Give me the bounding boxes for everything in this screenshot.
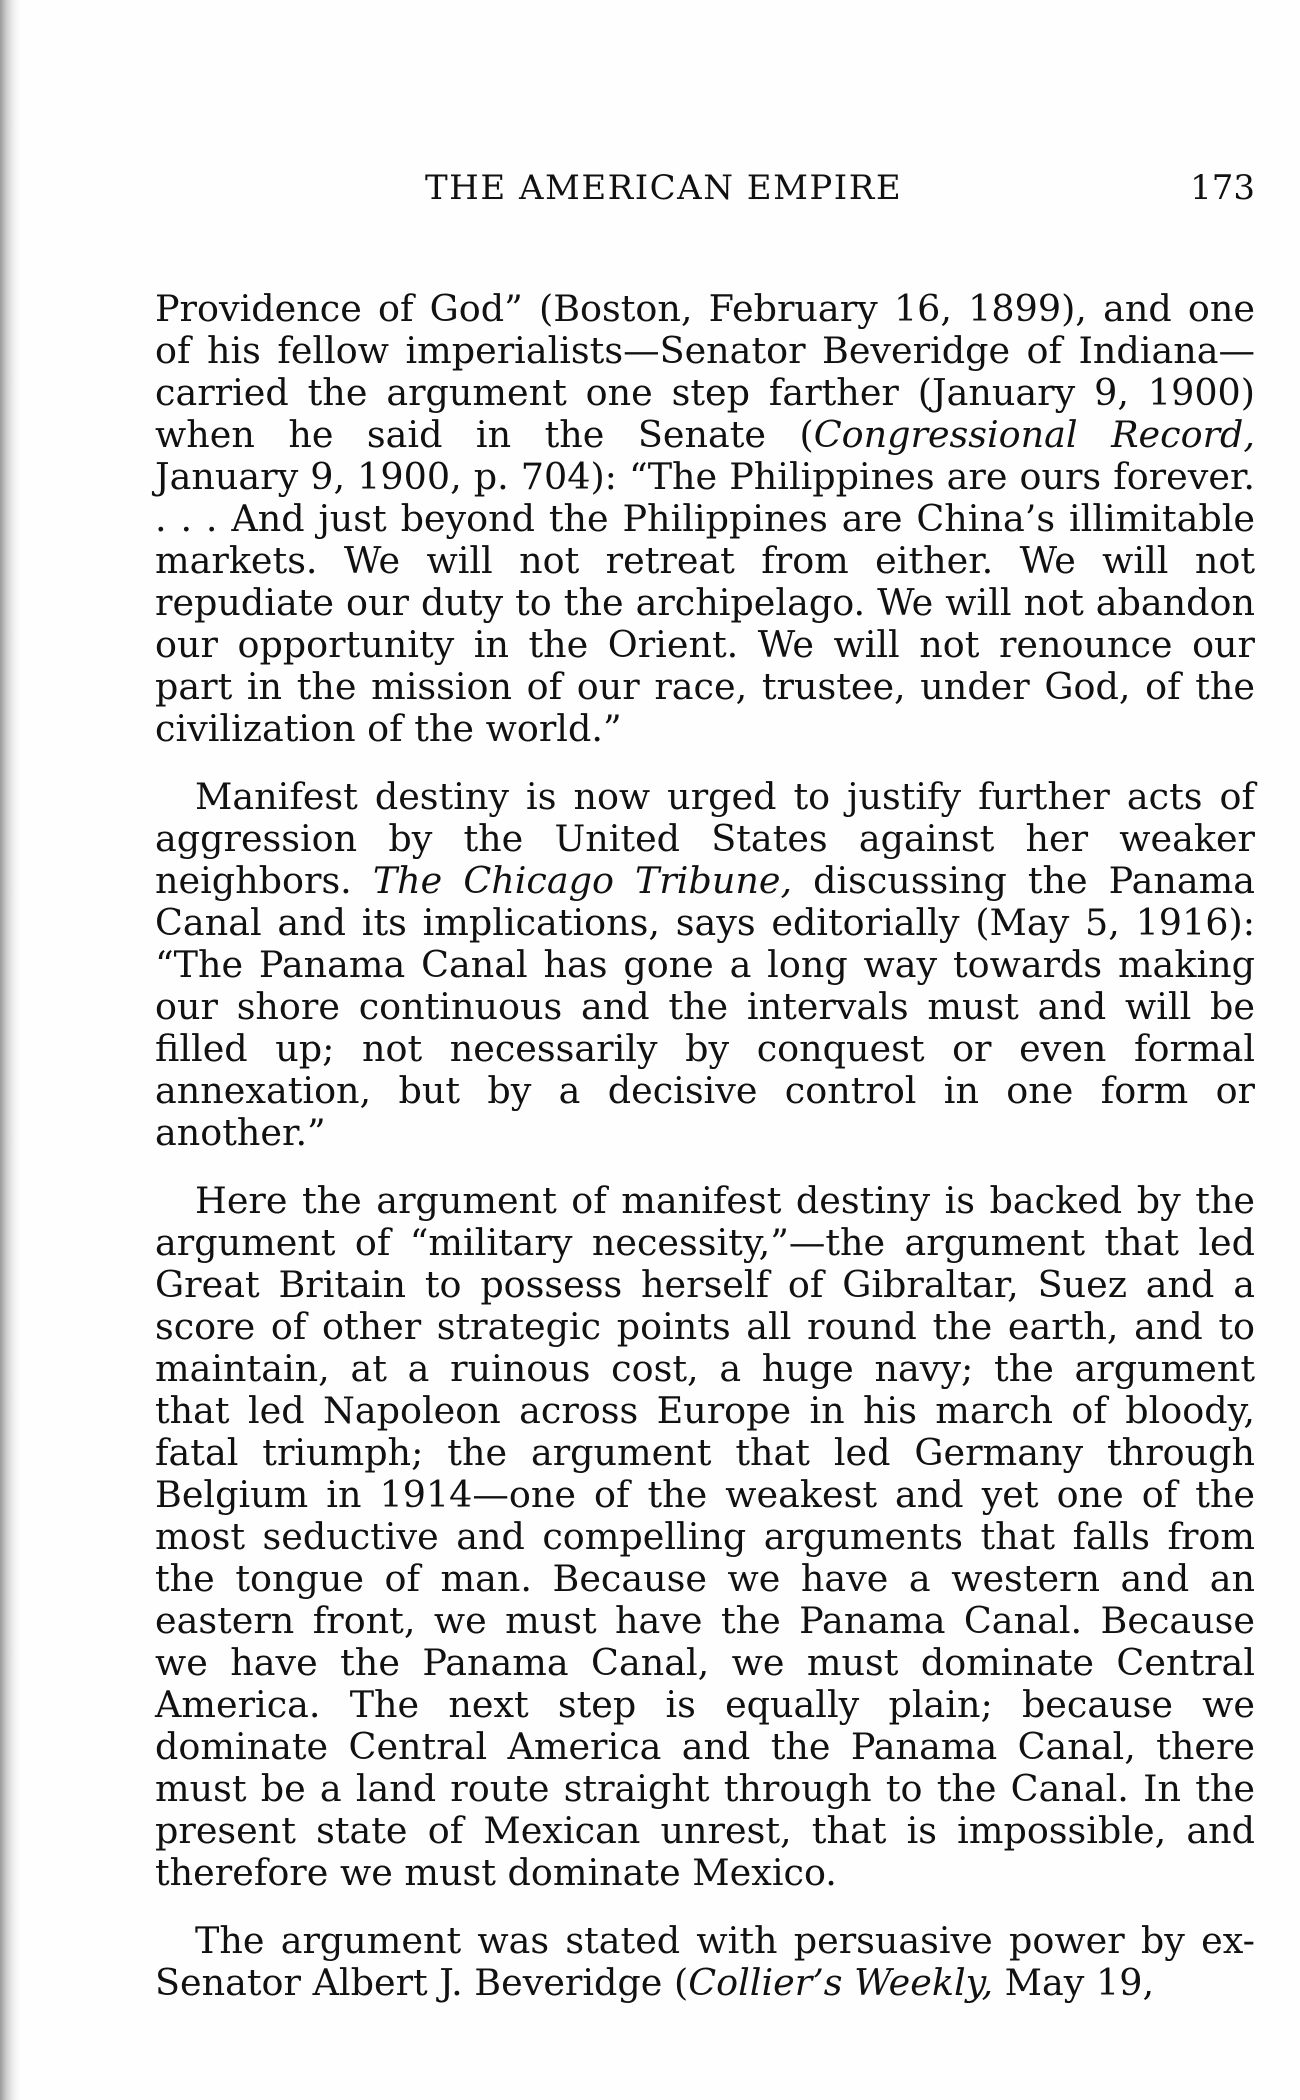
paragraph-2-citation-italic: The Chicago Tribune, — [372, 859, 793, 902]
paragraph-2-text-2: discussing the Panama Canal and its implications, says editorially (May 5, 1916): “The Panama Canal has gone a long way towards making our shore continuous and the intervals must and will be filled up; not necessarily by conquest or even formal annexation, but by a decisive control in one form or another.” — [155, 859, 1255, 1154]
paragraph-4-text-2: May 19, — [993, 1961, 1155, 2004]
paragraph-1 — [155, 288, 1255, 750]
paragraph-1-text-2: January 9, 1900, p. 704): “The Philippines are ours forever. . . . And just beyond the Philippines are China’s illimitable markets. We will not retreat from either. We will not repudiate our duty to the archipelago. We will not abandon our opportunity in the Orient. We will not renounce our part in the mission of our race, trustee, under God, of the civilization of the world.” — [155, 455, 1255, 750]
paragraph-2 — [155, 776, 1255, 1154]
running-head: THE AMERICAN EMPIRE — [425, 168, 903, 208]
paragraph-3 — [155, 1180, 1255, 1894]
paragraph-3-text-1: Here the argument of manifest destiny is backed by the argument of “military necessity,”—the argument that led Great Britain to possess herself of Gibraltar, Suez and a score of other strategic points all round the earth, and to maintain, at a ruinous cost, a huge navy; the argument that led Napoleon across Europe in his march of bloody, fatal triumph; the argument that led Germany through Belgium in 1914—one of the weakest and yet one of the most seductive and compelling arguments that falls from the tongue of man. Because we have a western and an eastern front, we must have the Panama Canal. Because we have the Panama Canal, we must dominate Central America. The next step is equally plain; because we dominate Central America and the Panama Canal, there must be a land route straight through to the Canal. In the present state of Mexican unrest, that is impossible, and therefore we must dominate Mexico. — [155, 1179, 1255, 1894]
page-header — [155, 168, 1255, 218]
paragraph-4 — [155, 1920, 1255, 2004]
binding-edge-shadow — [0, 0, 20, 2100]
paragraph-2-text-1: Manifest destiny is now urged to justify further acts of aggression by the United States against her weaker neighbors. — [155, 775, 1255, 902]
body-text — [155, 288, 1255, 2030]
paragraph-4-citation-italic: Collier’s Weekly, — [688, 1961, 994, 2004]
paragraph-1-text-1: Providence of God” (Boston, February 16, 1899), and one of his fellow imperialists—Senator Beveridge of Indiana—carried the argument one step farther (January 9, 1900) when he said in the Senate ( — [155, 287, 1255, 456]
paragraph-4-text-1: The argument was stated with persuasive power by ex-Senator Albert J. Beveridge ( — [155, 1919, 1255, 2004]
page-number: 173 — [1190, 168, 1255, 208]
paragraph-1-citation-italic: Congressional Record, — [813, 413, 1255, 456]
